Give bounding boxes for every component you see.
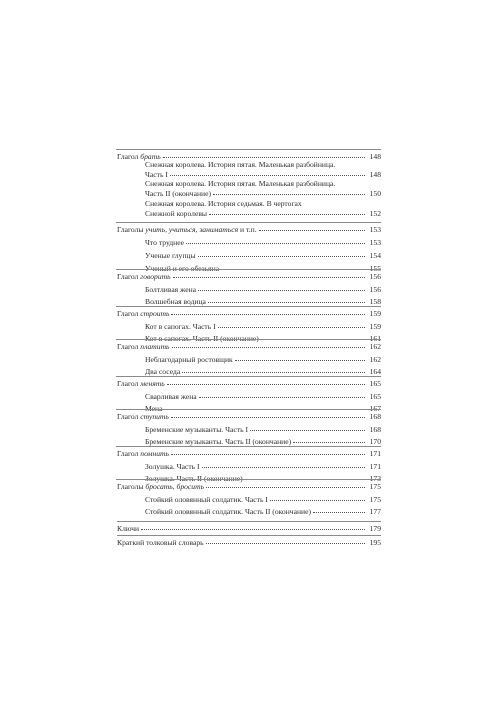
entry-first-line: Снежная королева. История пятая. Маленькая разбойница. — [145, 160, 336, 169]
entry-line — [117, 412, 381, 422]
entry-title-italic: строить — [140, 309, 170, 318]
entry-title-italic: говорить — [140, 272, 171, 281]
entry-line — [117, 482, 381, 492]
page-number: 177 — [369, 507, 381, 516]
entry-first-line: Снежная королева. История пятая. Маленькая разбойница. — [145, 179, 336, 188]
page-number: 156 — [369, 285, 381, 294]
dot-leader — [206, 537, 365, 544]
entry-title-text: Глагол — [117, 449, 141, 458]
toc-chapter-entry — [117, 412, 381, 422]
entry-title-text: Глагол — [117, 152, 141, 161]
toc-story-entry — [145, 200, 381, 218]
page-number: 154 — [369, 251, 381, 260]
entry-title-text: Неблагодарный ростовщик — [145, 355, 233, 364]
entry-title — [145, 286, 196, 295]
entry-title — [117, 525, 139, 534]
page-number: 162 — [369, 355, 381, 364]
entry-title-text: Глагол — [117, 412, 141, 421]
dot-leader — [173, 271, 365, 278]
entry-title-italic: учить, учиться, заниматься — [145, 225, 239, 234]
separator-rule — [116, 306, 381, 307]
entry-title-text: Часть I — [145, 169, 168, 179]
toc-chapter-entry — [117, 309, 381, 319]
entry-title — [145, 323, 216, 332]
toc-chapter-entry — [117, 225, 381, 235]
page-number: 153 — [369, 238, 381, 247]
entry-line — [117, 342, 381, 352]
page-number: 165 — [369, 392, 381, 401]
entry-title — [117, 310, 169, 319]
dot-leader — [250, 424, 365, 431]
entry-title-text: Бременские музыканты. Часть I — [145, 425, 248, 434]
toc-section-entry — [117, 538, 381, 548]
page-number: 171 — [369, 449, 381, 458]
dot-leader — [167, 378, 365, 385]
entry-line — [117, 272, 381, 282]
entry-line — [145, 462, 381, 472]
dot-leader — [208, 296, 365, 303]
toc-story-entry — [145, 238, 381, 248]
separator-rule — [116, 479, 381, 480]
toc-story-entry — [145, 180, 381, 198]
toc-story-entry — [145, 392, 381, 402]
page-number: 164 — [369, 367, 381, 376]
entry-title-text: Два соседа — [145, 367, 181, 376]
page-number: 171 — [369, 462, 381, 471]
dot-leader — [270, 494, 365, 501]
dot-leader — [206, 481, 365, 488]
toc-story-entry — [145, 462, 381, 472]
dot-leader — [313, 506, 365, 513]
toc-chapter-entry — [117, 342, 381, 352]
entry-first-line: Снежная королева. История седьмая. В чертогах — [145, 199, 302, 208]
dot-leader — [235, 354, 365, 361]
page-number: 195 — [369, 538, 381, 547]
toc-story-entry — [145, 161, 381, 179]
entry-title-text: Глаголы — [117, 482, 146, 491]
toc-story-entry — [145, 507, 381, 517]
toc-chapter-entry — [117, 272, 381, 282]
separator-rule — [116, 409, 381, 410]
entry-title — [145, 252, 196, 261]
entry-title-italic: брать — [140, 152, 161, 161]
dot-leader — [171, 308, 365, 315]
entry-title — [145, 393, 197, 402]
toc-story-entry — [145, 251, 381, 261]
dot-leader — [172, 341, 365, 348]
entry-title-italic: ступить — [140, 412, 169, 421]
entry-title — [145, 190, 211, 199]
page-number: 179 — [369, 524, 381, 533]
entry-title-italic: менять — [140, 379, 165, 388]
dot-leader — [199, 391, 365, 398]
entry-line — [145, 189, 381, 199]
page-number: 162 — [369, 342, 381, 351]
page-number: 148 — [369, 152, 381, 161]
entry-line — [145, 425, 381, 435]
separator-rule — [116, 222, 381, 223]
entry-line — [145, 322, 381, 332]
page-number: 175 — [369, 482, 381, 491]
entry-line — [117, 538, 381, 548]
dot-leader — [141, 523, 365, 530]
toc-story-entry — [145, 322, 381, 332]
entry-title — [145, 210, 207, 219]
page-number: 165 — [369, 379, 381, 388]
entry-line — [117, 225, 381, 235]
page-number: 168 — [369, 412, 381, 421]
entry-line — [145, 251, 381, 261]
entry-title-text: Золушка. Часть I — [145, 462, 200, 471]
entry-title — [145, 463, 200, 472]
entry-line — [117, 379, 381, 389]
entry-title-text: Глагол — [117, 272, 141, 281]
entry-title — [117, 343, 170, 352]
toc-section-entry — [117, 524, 381, 534]
entry-title — [145, 426, 248, 435]
toc-story-entry — [145, 425, 381, 435]
dot-leader — [171, 448, 365, 455]
entry-line — [145, 209, 381, 219]
page-number: 153 — [369, 225, 381, 234]
dot-leader — [259, 224, 365, 231]
entry-title-italic: помнить — [140, 449, 169, 458]
page-number: 170 — [369, 437, 381, 446]
entry-title-text: Болтливая жена — [145, 285, 197, 294]
entry-title-text: Ученые глупцы — [145, 251, 196, 260]
entry-title — [117, 483, 204, 492]
dot-leader — [171, 411, 365, 418]
dot-leader — [182, 366, 365, 373]
entry-line — [117, 449, 381, 459]
entry-title-text: Сварливая жена — [145, 392, 197, 401]
entry-title — [145, 356, 233, 365]
entry-title-text: Глагол — [117, 379, 141, 388]
entry-title-text: Что труднее — [145, 238, 184, 247]
entry-line — [145, 495, 381, 505]
toc-chapter-entry — [117, 379, 381, 389]
separator-rule — [117, 521, 381, 522]
dot-leader — [213, 188, 365, 195]
page-number: 158 — [369, 297, 381, 306]
entry-title — [145, 239, 184, 248]
entry-title-text: Волшебная водица — [145, 297, 206, 306]
entry-title — [117, 380, 165, 389]
entry-title-text: Глаголы — [117, 225, 146, 234]
entry-title-text: Глагол — [117, 342, 141, 351]
separator-rule — [117, 535, 381, 536]
dot-leader — [218, 321, 365, 328]
toc-chapter-entry — [117, 482, 381, 492]
entry-title-text: Стойкий оловянный солдатик. Часть II (окончание) — [145, 507, 311, 516]
toc-chapter-entry — [117, 449, 381, 459]
entry-title-text: Глагол — [117, 309, 141, 318]
entry-line — [117, 524, 381, 534]
page-number: 156 — [369, 272, 381, 281]
entry-title-text: Часть II (окончание) — [145, 188, 212, 198]
toc-story-entry — [145, 355, 381, 365]
dot-leader — [163, 151, 365, 158]
dot-leader — [293, 436, 365, 443]
entry-title — [117, 450, 169, 459]
dot-leader — [186, 237, 365, 244]
entry-line — [145, 170, 381, 180]
entry-line — [145, 392, 381, 402]
page-number: 175 — [369, 495, 381, 504]
toc-story-entry — [145, 495, 381, 505]
entry-title — [117, 226, 257, 235]
dot-leader — [170, 169, 365, 176]
entry-title — [145, 496, 268, 505]
separator-rule — [116, 376, 381, 377]
entry-line — [117, 309, 381, 319]
entry-title — [145, 508, 311, 517]
dot-leader — [198, 284, 365, 291]
page-number: 150 — [369, 188, 381, 198]
entry-line — [145, 355, 381, 365]
dot-leader — [202, 461, 365, 468]
entry-title-text: Бременские музыканты. Часть II (окончание) — [145, 437, 292, 446]
separator-rule — [116, 446, 381, 447]
separator-rule — [116, 149, 381, 150]
entry-title-text: и т.п. — [238, 225, 257, 234]
entry-title — [117, 273, 171, 282]
entry-title-text: Кот в сапогах. Часть I — [145, 322, 216, 331]
page-number: 148 — [369, 169, 381, 179]
dot-leader — [209, 208, 365, 215]
separator-rule — [116, 269, 381, 270]
separator-rule — [116, 339, 381, 340]
entry-title-italic: платить — [140, 342, 170, 351]
page-number: 168 — [369, 425, 381, 434]
dot-leader — [198, 250, 365, 257]
entry-title — [117, 539, 204, 548]
entry-title-text: Снежной королевы — [145, 208, 208, 218]
page-number: 152 — [369, 208, 381, 218]
toc-story-entry — [145, 285, 381, 295]
entry-line — [145, 507, 381, 517]
page-number: 159 — [369, 322, 381, 331]
entry-title-italic: бросать, бросить — [145, 482, 205, 491]
entry-line — [145, 285, 381, 295]
entry-title-text: Ключи — [117, 524, 140, 533]
entry-line — [145, 238, 381, 248]
entry-title-text: Стойкий оловянный солдатик. Часть I — [145, 495, 268, 504]
page-number: 159 — [369, 309, 381, 318]
entry-title — [117, 413, 169, 422]
entry-title-text: Краткий толковый словарь — [117, 538, 204, 547]
